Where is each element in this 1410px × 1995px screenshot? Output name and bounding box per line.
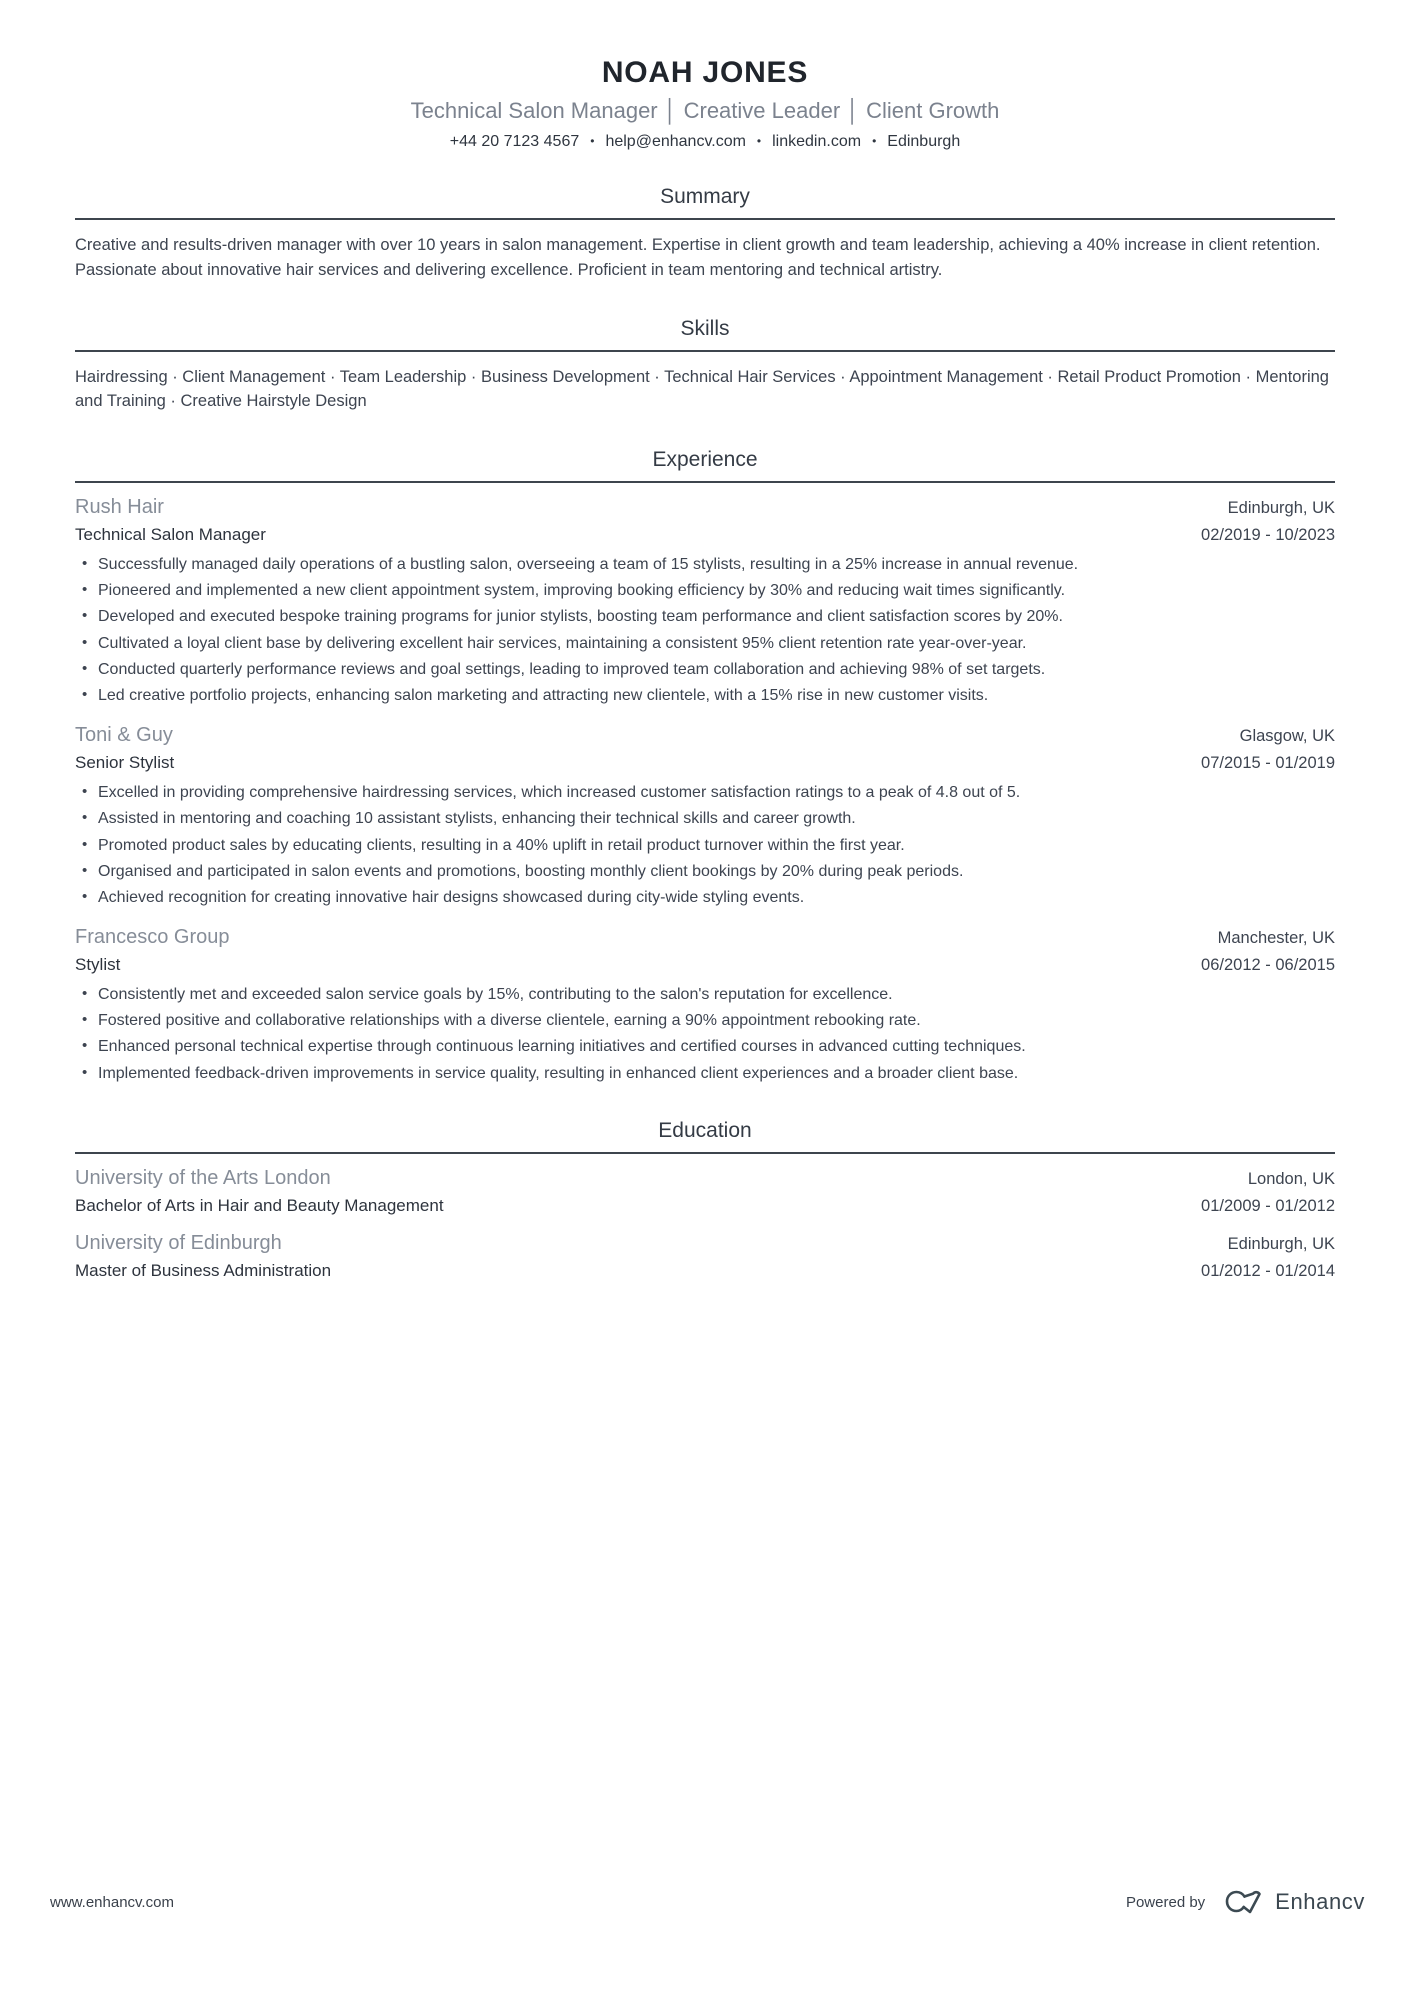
education-entry [75, 1167, 1335, 1216]
experience-heading: Experience [652, 448, 758, 471]
bullet-item: • Developed and executed bespoke training programs for junior stylists, boosting team performance and client satisfaction scores by 20%. [75, 605, 1335, 628]
education-entry [75, 1232, 1335, 1281]
section-divider [75, 1152, 1335, 1154]
bullet-item: • Promoted product sales by educating clients, resulting in a 40% uplift in retail product turnover within the first year. [75, 834, 1335, 857]
enhancv-logo [1221, 1888, 1365, 1916]
bullet-item: • Conducted quarterly performance reviews and goal settings, leading to improved team collaboration and achieving 98% of set targets. [75, 658, 1335, 681]
company-name: Toni & Guy [75, 724, 173, 747]
brand-name: Enhancv [1275, 1889, 1365, 1914]
entry-location: Manchester, UK [1217, 929, 1335, 948]
entry-dates: 06/2012 - 06/2015 [1201, 956, 1335, 975]
resume-header [75, 56, 1335, 151]
candidate-name: NOAH JONES [601, 56, 809, 89]
summary-heading: Summary [660, 185, 750, 208]
bullet-item: • Consistently met and exceeded salon service goals by 15%, contributing to the salon's reputation for excellence. [75, 983, 1335, 1006]
section-experience [75, 448, 1335, 1085]
experience-entry [75, 724, 1335, 909]
job-title: Stylist [75, 955, 121, 975]
entry-location: Edinburgh, UK [1227, 499, 1335, 517]
candidate-title: Technical Salon Manager │ Creative Leader │ Client Growth [410, 98, 1000, 123]
degree-name: Bachelor of Arts in Hair and Beauty Management [75, 1195, 444, 1215]
bullet-item: • Assisted in mentoring and coaching 10 assistant stylists, enhancing their technical skills and career growth. [75, 807, 1335, 830]
company-name: Francesco Group [75, 926, 230, 949]
entry-dates: 01/2012 - 01/2014 [1201, 1261, 1335, 1280]
bullet-item: • Fostered positive and collaborative relationships with a diverse clientele, earning a 90% appointment rebooking rate. [75, 1009, 1335, 1032]
section-divider [75, 481, 1335, 483]
footer-website: www.enhancv.com [50, 1893, 174, 1911]
enhancv-infinity-icon [1221, 1888, 1265, 1916]
school-name: University of the Arts London [75, 1166, 331, 1189]
experience-entry [75, 496, 1335, 707]
bullet-item: • Pioneered and implemented a new client appointment system, improving booking efficiency by 30% and reducing wait times significantly. [75, 579, 1335, 602]
degree-name: Master of Business Administration [75, 1260, 332, 1280]
contact-line [75, 133, 1335, 151]
contact-phone: +44 20 7123 4567 [449, 133, 580, 150]
entry-dates: 01/2009 - 01/2012 [1201, 1196, 1335, 1215]
section-education [75, 1119, 1335, 1281]
education-heading: Education [658, 1118, 752, 1142]
contact-location: Edinburgh [887, 133, 961, 150]
section-divider [75, 218, 1335, 220]
bullet-item: • Implemented feedback-driven improvements in service quality, resulting in enhanced client experiences and a broader client base. [75, 1062, 1335, 1085]
contact-email: help@enhancv.com [605, 133, 746, 150]
bullet-item: • Cultivated a loyal client base by delivering excellent hair services, maintaining a consistent 95% client retention rate year-over-year. [75, 632, 1335, 655]
company-name: Rush Hair [75, 496, 164, 518]
section-skills [75, 317, 1335, 415]
contact-separator: • [590, 134, 595, 148]
job-title: Technical Salon Manager [75, 525, 266, 544]
entry-dates: 02/2019 - 10/2023 [1201, 526, 1335, 544]
school-name: University of Edinburgh [75, 1231, 282, 1254]
summary-text: Creative and results-driven manager with over 10 years in salon management. Expertise in client growth and team leadership, achieving a 40% increase in client retention. Passionate about innovative hair services and delivering excellence. Proficient in team mentoring and technical artistry. [75, 236, 1321, 279]
bullet-list [75, 781, 1335, 909]
skills-heading: Skills [680, 316, 730, 340]
job-title: Senior Stylist [75, 753, 175, 773]
bullet-item: • Achieved recognition for creating innovative hair designs showcased during city-wide styling events. [75, 886, 1335, 909]
contact-separator: • [872, 134, 877, 148]
skills-list: Hairdressing · Client Management · Team Leadership · Business Development · Technical Hair Services · Appointment Management · Retail Product Promotion · Mentoring and Training · Creative Hairstyle Design [75, 367, 1329, 411]
bullet-item: • Organised and participated in salon events and promotions, boosting monthly client bookings by 20% during peak periods. [75, 860, 1335, 883]
powered-by-block [1126, 1888, 1365, 1916]
entry-dates: 07/2015 - 01/2019 [1201, 754, 1335, 773]
contact-separator: • [756, 134, 762, 148]
entry-location: Glasgow, UK [1239, 727, 1335, 746]
powered-by-label: Powered by [1125, 1893, 1206, 1911]
bullet-list [75, 553, 1335, 707]
page-footer [50, 1888, 1365, 1916]
section-summary [75, 185, 1335, 283]
bullet-item: • Enhanced personal technical expertise through continuous learning initiatives and certified courses in advanced cutting techniques. [75, 1035, 1335, 1058]
bullet-item: • Led creative portfolio projects, enhancing salon marketing and attracting new clientele, with a 15% rise in new customer visits. [75, 684, 1335, 707]
contact-website: linkedin.com [772, 133, 862, 150]
bullet-list [75, 983, 1335, 1085]
bullet-item: • Excelled in providing comprehensive hairdressing services, which increased customer satisfaction ratings to a peak of 4.8 out of 5. [75, 781, 1335, 804]
bullet-item: • Successfully managed daily operations of a bustling salon, overseeing a team of 15 stylists, resulting in a 25% increase in annual revenue. [75, 553, 1335, 576]
entry-location: London, UK [1247, 1169, 1335, 1188]
experience-entry [75, 926, 1335, 1085]
section-divider [75, 350, 1335, 352]
entry-location: Edinburgh, UK [1227, 1234, 1335, 1253]
